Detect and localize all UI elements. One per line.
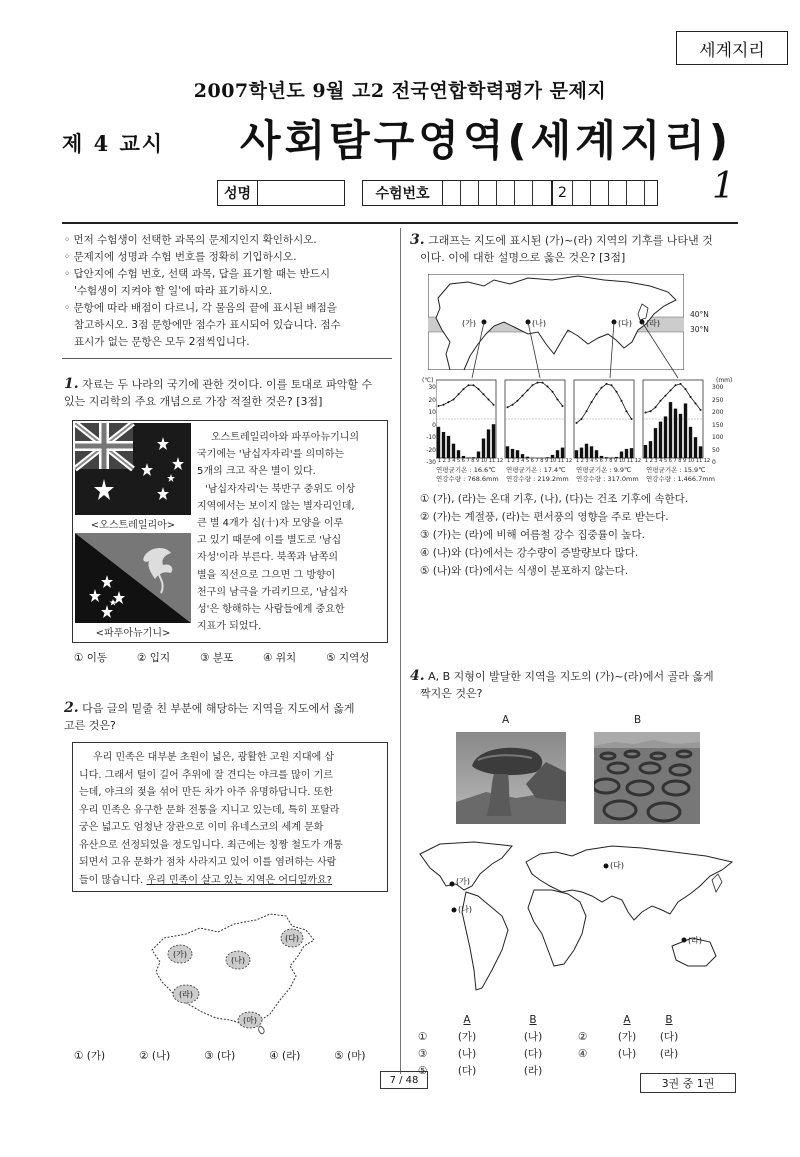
precipitation-bar: [664, 416, 667, 458]
tick-label: 300: [712, 384, 724, 391]
exam-number-cell[interactable]: [497, 181, 515, 205]
tick-label: 20: [428, 396, 436, 404]
caption-line: 연강수량 : 768.6mm: [436, 475, 499, 483]
precipitation-bar: [644, 445, 647, 458]
option-5[interactable]: ⑤ 지역성: [326, 652, 370, 664]
photo-b-label: B: [634, 714, 642, 726]
option-2[interactable]: ② 입지: [137, 652, 171, 664]
choice-1[interactable]: ① (가), (라)는 온대 기후, (나), (다)는 건조 기후에 속한다.: [420, 493, 689, 505]
instruction-line: 참고하시오. 3점 문항에만 점수가 표시되어 있습니다. 점수: [64, 319, 341, 331]
exam-number-digit: 2: [553, 181, 573, 205]
climate-charts: [436, 378, 712, 460]
question-1-text: 있는 지리학의 주요 개념으로 가장 적절한 것은? [3점]: [64, 395, 323, 408]
choice-3-a: (나): [457, 1048, 477, 1060]
month-ticks: 1 2 3 4 5 6 7 8 9 10 11 12: [575, 458, 642, 464]
question-4-text: 짝지은 것은?: [420, 687, 483, 700]
instructions: [64, 232, 394, 351]
question-2-passage: [79, 749, 381, 889]
choice-2-b: (다): [659, 1031, 679, 1043]
tick-label: 30: [428, 384, 436, 391]
map-label: (나): [532, 319, 546, 328]
choice-4-a: (나): [617, 1048, 637, 1060]
header-divider: [62, 222, 738, 224]
precipitation-bar: [492, 424, 495, 458]
question-4-text: A, B 지형이 발달한 지역을 지도의 (가)~(라)에서 골라 옳게: [428, 670, 714, 683]
choice-5-a: (다): [457, 1065, 477, 1077]
choice-2-a: (가): [617, 1031, 637, 1043]
choices-header: [418, 1012, 738, 1029]
mushroom-rock-photo: [456, 732, 566, 824]
precipitation-bar: [659, 422, 662, 458]
choice-5-b: (라): [523, 1065, 543, 1077]
option-4[interactable]: ④ 위치: [263, 652, 297, 664]
option-2[interactable]: ② (나): [139, 1050, 171, 1062]
choices-row: [418, 1046, 738, 1063]
precipitation-bar: [575, 450, 578, 458]
exam-number-cell[interactable]: [573, 181, 591, 205]
caption-line: 연강수량 : 1,466.7mm: [646, 475, 715, 483]
map-label: (다): [618, 319, 632, 328]
caption-line: 연평균기온 : 9.9℃: [576, 466, 632, 474]
map-label: (라): [646, 319, 660, 328]
precipitation-bar: [654, 428, 657, 458]
question-3-stem: [410, 232, 740, 266]
column-a-header: A: [623, 1014, 631, 1026]
option-4[interactable]: ④ (라): [269, 1050, 301, 1062]
choice-4[interactable]: ④ (나)와 (다)에서는 강수량이 증발량보다 많다.: [420, 547, 639, 559]
passage-line: 지표가 되었다.: [197, 621, 262, 633]
tick-label: 150: [712, 421, 724, 429]
tick-label: -10: [426, 434, 436, 441]
instruction-line: ◦ 답안지에 수험 번호, 선택 과목, 답을 표기할 때는 반드시: [64, 268, 331, 280]
caption-da: [576, 466, 646, 484]
option-3[interactable]: ③ 분포: [200, 652, 234, 664]
name-label: 성명: [218, 181, 258, 205]
precipitation-bar: [447, 436, 450, 458]
question-2-text: 다음 글의 밑줄 친 부분에 해당하는 지역을 지도에서 옳게: [82, 702, 355, 715]
month-tick-row: [436, 458, 712, 465]
precipitation-bar: [625, 449, 628, 458]
precipitation-bar: [487, 429, 490, 458]
exam-number-cell[interactable]: [443, 181, 461, 205]
exam-number-cell[interactable]: [627, 181, 645, 205]
page-title: 사회탐구영역(세계지리): [240, 116, 733, 165]
passage-line: 오스트레일리아와 파푸아뉴기니의: [211, 432, 360, 443]
question-1-number: 1.: [64, 376, 79, 392]
papua-new-guinea-flag-image: [75, 533, 191, 623]
month-ticks: 1 2 3 4 5 6 7 8 9 10 11 12: [644, 458, 711, 464]
right-axis-unit: (mm): [716, 377, 733, 384]
caption-line: 연평균기온 : 16.6℃: [436, 466, 496, 474]
map-label: (마): [243, 1016, 257, 1025]
name-field[interactable]: [258, 181, 344, 205]
tick-label: 200: [712, 409, 724, 416]
column-b-header: B: [665, 1014, 673, 1026]
footer-page-indicator: 7 / 48: [380, 1071, 428, 1089]
option-5[interactable]: ⑤ (마): [334, 1050, 366, 1062]
choice-3[interactable]: ③: [418, 1048, 428, 1060]
exam-number-cell[interactable]: [609, 181, 627, 205]
passage-line: 국기에는 '남십자자리'를 의미하는: [197, 449, 345, 461]
china-map: [130, 912, 330, 1036]
tick-label: 50: [712, 446, 720, 454]
fairy-circles-photo: [594, 732, 700, 824]
passage-line: 5개의 크고 작은 별이 있다.: [197, 466, 316, 478]
exam-number-cell[interactable]: [533, 181, 553, 205]
subject-tag: 세계지리: [676, 31, 788, 65]
column-b-header: B: [529, 1014, 537, 1026]
exam-number-box: [362, 180, 658, 206]
precipitation-bar: [452, 444, 455, 458]
precipitation-bar: [590, 446, 593, 458]
passage-line: 자성'이라 부른다. 북쪽과 남쪽의: [197, 552, 339, 564]
question-1-stem: [64, 376, 394, 410]
instruction-line: ◦ 먼저 수험생이 선택한 과목의 문제지인지 확인하시오.: [64, 234, 317, 246]
caption-na: [506, 466, 576, 484]
caption-ra: [646, 466, 716, 484]
question-1-text: 자료는 두 나라의 국기에 관한 것이다. 이를 토대로 파악할 수: [82, 378, 373, 391]
right-axis-ticks: [712, 382, 732, 470]
caption-line: 연강수량 : 219.2mm: [506, 475, 569, 483]
passage-line: 궁은 넓고도 엄청난 장관으로 이미 유네스코의 세계 문화: [79, 822, 324, 833]
passage-line: 들이 많습니다.: [79, 874, 144, 886]
tick-label: 0: [712, 459, 716, 466]
option-1[interactable]: ① 이동: [74, 652, 108, 664]
precipitation-bar: [669, 402, 672, 458]
choice-5[interactable]: ⑤: [418, 1065, 428, 1077]
question-3-text: 이다. 이에 대한 설명으로 옳은 것은? [3점]: [420, 251, 626, 264]
option-1[interactable]: ① (가): [74, 1050, 106, 1062]
choice-2[interactable]: ②: [578, 1031, 588, 1043]
choice-5[interactable]: ⑤ (나)와 (다)에서는 식생이 분포하지 않는다.: [420, 565, 629, 577]
photo-a-label: A: [502, 714, 510, 726]
passage-line: 별을 직선으로 그으면 그 방향이: [197, 569, 336, 581]
exam-number-cell[interactable]: [461, 181, 479, 205]
page-number: 1: [712, 166, 735, 207]
question-2-text: 고른 것은?: [64, 719, 116, 732]
lat-label: 30°N: [690, 325, 709, 334]
question-3-choices: [420, 490, 740, 580]
precipitation-bar: [689, 427, 692, 458]
caption-line: 연평균기온 : 17.4℃: [506, 466, 566, 474]
precipitation-bar: [679, 414, 682, 458]
passage-line: 큰 별 4개가 십(十)자 모양을 이루: [197, 518, 344, 530]
column-divider: [400, 228, 401, 1074]
choice-2[interactable]: ② (가)는 계절풍, (라)는 편서풍의 영향을 주로 받는다.: [420, 511, 669, 523]
question-2-stem: [64, 700, 394, 734]
precipitation-bar: [674, 409, 677, 458]
question-1-options: [74, 650, 385, 665]
map-label: (나): [458, 905, 472, 914]
papua-new-guinea-caption: <파푸아뉴기니>: [95, 628, 171, 639]
australia-caption: <오스트레일리아>: [90, 520, 176, 531]
footer-volume: 3권 중 1권: [640, 1073, 736, 1093]
question-1-resource-box: [72, 420, 388, 643]
exam-number-cell[interactable]: [515, 181, 533, 205]
tick-label: 100: [712, 434, 724, 441]
precipitation-bar: [630, 448, 633, 458]
precipitation-bar: [694, 437, 697, 458]
map-label: (가): [456, 877, 470, 886]
passage-line: '남십자자리'는 북반구 중위도 이상: [205, 483, 356, 495]
question-4-number: 4.: [410, 668, 425, 684]
exam-period: 제 4 교시: [62, 131, 165, 156]
precipitation-bar: [516, 450, 519, 458]
left-axis-unit: (℃): [422, 377, 434, 384]
precipitation-bar: [437, 427, 440, 458]
month-ticks: 1 2 3 4 5 6 7 8 9 10 11 12: [437, 458, 504, 464]
tick-label: 0: [432, 421, 436, 429]
question-1-passage: [197, 429, 387, 635]
passage-line: 고 있기 때문에 이를 별도로 '남십: [197, 535, 342, 547]
precipitation-bar: [556, 450, 559, 458]
map-label: (다): [285, 934, 299, 943]
month-ticks: 1 2 3 4 5 6 7 8 9 10 11 12: [506, 458, 573, 464]
choice-4-b: (라): [659, 1048, 679, 1060]
passage-line: 지역에서는 보이지 않는 별자리인데,: [197, 500, 355, 512]
instructions-divider: [62, 358, 392, 359]
passage-line: 성'은 항해하는 사람들에게 중요한: [197, 604, 345, 616]
passage-line: 되면서 고유 문화가 점차 사라지고 있어 이를 염려하는 사람: [79, 857, 337, 868]
precipitation-bar: [482, 439, 485, 459]
passage-line: 우리 민족은 대부분 초원이 넓은, 광활한 고원 지대에 삽: [93, 752, 335, 763]
instruction-line: ◦ 문항에 따라 배점이 다르니, 각 물음의 끝에 표시된 배점을: [64, 302, 337, 314]
choices-row: [418, 1029, 738, 1046]
passage-line: 유산으로 선정되었을 정도입니다. 최근에는 칭짱 철도가 개통: [79, 839, 343, 851]
precipitation-bar: [506, 446, 509, 458]
choice-3-b: (다): [523, 1048, 543, 1060]
choice-1-b: (나): [523, 1031, 543, 1043]
map-label: (나): [231, 956, 245, 965]
question-4-stem: [410, 668, 740, 702]
lat-label: 40°N: [690, 310, 709, 319]
precipitation-bar: [684, 403, 687, 458]
name-box: [217, 180, 345, 206]
tick-label: 10: [428, 409, 436, 416]
tick-label: -20: [426, 446, 436, 454]
question-2-options: [74, 1048, 381, 1063]
choice-1-a: (가): [457, 1031, 477, 1043]
choice-1[interactable]: ①: [418, 1031, 428, 1043]
instruction-line: ◦ 문제지에 성명과 수험 번호를 정확히 기입하시오.: [64, 251, 297, 263]
question-4-world-map: [416, 840, 740, 1008]
option-3[interactable]: ③ (다): [204, 1050, 236, 1062]
precipitation-bar: [511, 449, 514, 458]
question-2-passage-box: [72, 742, 388, 892]
map-label: (라): [688, 936, 702, 945]
passage-line: 니다. 그래서 털이 길어 추위에 잘 견디는 야크를 많이 기르: [79, 769, 333, 781]
column-a-header: A: [463, 1014, 471, 1026]
passage-line: 는데, 야크의 젖을 섞어 만든 차가 아주 유명하답니다. 또한: [79, 787, 333, 798]
question-3-number: 3.: [410, 232, 425, 248]
question-4-choices: [418, 1012, 738, 1080]
tick-label: -30: [426, 459, 436, 466]
map-label: (가): [173, 950, 187, 959]
question-3-text: 그래프는 지도에 표시된 (가)~(라) 지역의 기후를 나타낸 것: [428, 234, 713, 247]
exam-number-label: 수험번호: [363, 181, 443, 205]
precipitation-bar: [457, 450, 460, 458]
underlined-question: 우리 민족이 살고 있는 지역은 어디일까요?: [146, 874, 332, 886]
precipitation-bar: [442, 432, 445, 458]
instruction-line: 표시가 없는 문항은 모두 2점씩입니다.: [64, 336, 250, 348]
caption-ga: [436, 466, 506, 484]
passage-line: 천구의 남극을 가리키므로, '남십자: [197, 586, 348, 598]
caption-line: 연강수량 : 317.0mm: [576, 475, 639, 483]
exam-number-cell[interactable]: [591, 181, 609, 205]
instruction-line: '수험생이 지켜야 할 일'에 따라 표기하시오.: [64, 285, 273, 297]
left-axis-ticks: [420, 382, 436, 470]
climate-captions: [436, 466, 716, 484]
precipitation-bar: [585, 444, 588, 458]
map-label: (다): [610, 861, 624, 870]
question-2-number: 2.: [64, 700, 79, 716]
precipitation-bar: [649, 441, 652, 458]
map-to-chart-connectors: [428, 322, 708, 382]
choice-3[interactable]: ③ (가)는 (라)에 비해 여름철 강수 집중률이 높다.: [420, 529, 645, 541]
australia-flag-image: [75, 423, 191, 515]
passage-line: 우리 민족은 유구한 문화 전통을 지니고 있는데, 특히 포탈라: [79, 804, 340, 816]
tick-label: 250: [712, 396, 724, 404]
precipitation-bar: [561, 448, 564, 458]
precipitation-bar: [595, 450, 598, 458]
exam-title: 2007학년도 9월 고2 전국연합학력평가 문제지: [193, 80, 607, 102]
choice-4[interactable]: ④: [578, 1048, 588, 1060]
map-label: (가): [462, 319, 476, 328]
map-label: (라): [179, 990, 193, 999]
exam-number-cell[interactable]: [479, 181, 497, 205]
precipitation-bar: [699, 446, 702, 458]
precipitation-bar: [580, 448, 583, 458]
caption-line: 연평균기온 : 15.9℃: [646, 466, 706, 474]
